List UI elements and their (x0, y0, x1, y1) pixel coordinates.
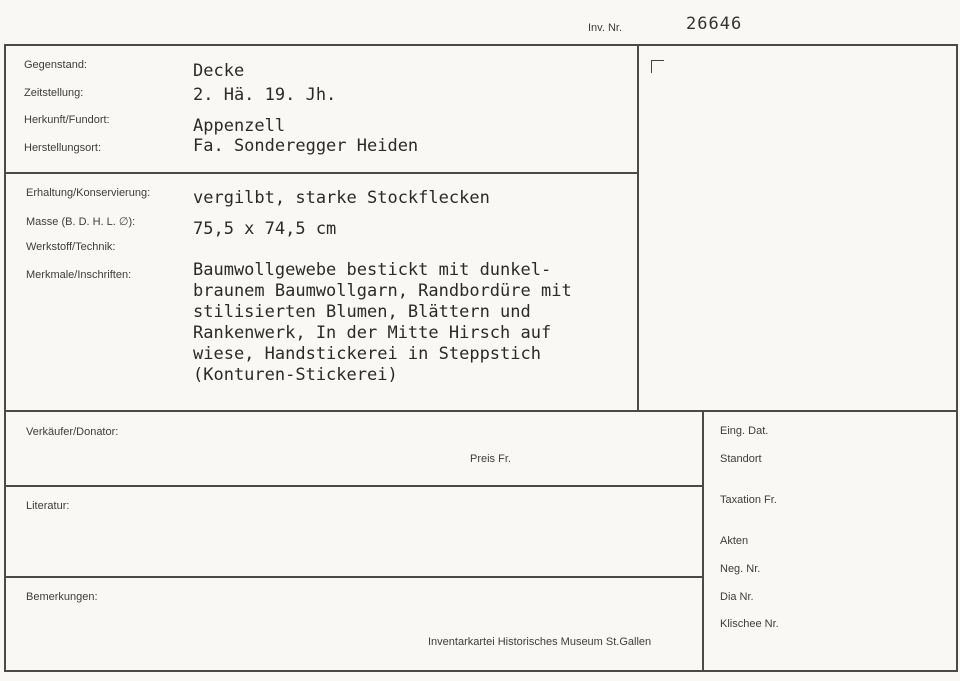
inv-nr-label: Inv. Nr. (588, 22, 623, 34)
right-rule (956, 44, 958, 672)
label-gegenstand: Gegenstand: (24, 59, 87, 71)
photo-corner-mark (651, 60, 664, 73)
description-line: wiese, Handstickerei in Steppstich (193, 344, 541, 364)
label-akten: Akten (720, 535, 749, 547)
label-merkmale: Merkmale/Inschriften: (26, 269, 132, 281)
left-rule (4, 44, 6, 672)
label-herstellungsort: Herstellungsort: (24, 142, 102, 154)
description-line: braunem Baumwollgarn, Randbordüre mit (193, 281, 572, 301)
value-gegenstand: Decke (193, 61, 245, 81)
value-herstellungsort: Fa. Sonderegger Heiden (193, 136, 419, 156)
description-line: stilisierten Blumen, Blättern und (193, 302, 531, 322)
label-neg-nr: Neg. Nr. (720, 563, 761, 575)
upper-column-divider (637, 44, 639, 411)
value-description (193, 260, 572, 386)
label-bemerkungen: Bemerkungen: (26, 591, 98, 603)
label-klischee-nr: Klischee Nr. (720, 618, 779, 630)
lower-column-divider (702, 410, 704, 672)
value-zeitstellung: 2. Hä. 19. Jh. (193, 85, 337, 105)
inv-nr-value: 26646 (686, 14, 743, 34)
literatur-divider (4, 576, 703, 578)
label-herkunft: Herkunft/Fundort: (24, 114, 110, 126)
description-line: Baumwollgewebe bestickt mit dunkel- (193, 260, 552, 280)
label-werkstoff: Werkstoff/Technik: (26, 241, 116, 253)
footer-institution: Inventarkartei Historisches Museum St.Gallen (428, 636, 652, 648)
description-line: Rankenwerk, In der Mitte Hirsch auf (193, 323, 552, 343)
label-taxation: Taxation Fr. (720, 494, 777, 506)
top-rule (4, 44, 958, 46)
label-standort: Standort (720, 453, 762, 465)
label-dia-nr: Dia Nr. (720, 591, 754, 603)
value-masse: 75,5 x 74,5 cm (193, 219, 337, 239)
description-line: (Konturen-Stickerei) (193, 365, 398, 385)
value-erhaltung: vergilbt, starke Stockflecken (193, 188, 490, 208)
label-preis: Preis Fr. (470, 453, 511, 465)
label-eing-dat: Eing. Dat. (720, 425, 769, 437)
label-zeitstellung: Zeitstellung: (24, 87, 84, 99)
value-herkunft: Appenzell (193, 116, 286, 136)
verkaeufer-divider (4, 485, 703, 487)
middle-divider (4, 410, 958, 412)
section1-divider (4, 172, 638, 174)
bottom-rule (4, 670, 958, 672)
label-verkaeufer: Verkäufer/Donator: (26, 426, 119, 438)
label-literatur: Literatur: (26, 500, 70, 512)
label-erhaltung: Erhaltung/Konservierung: (26, 187, 151, 199)
label-masse: Masse (B. D. H. L. ∅): (26, 216, 136, 228)
